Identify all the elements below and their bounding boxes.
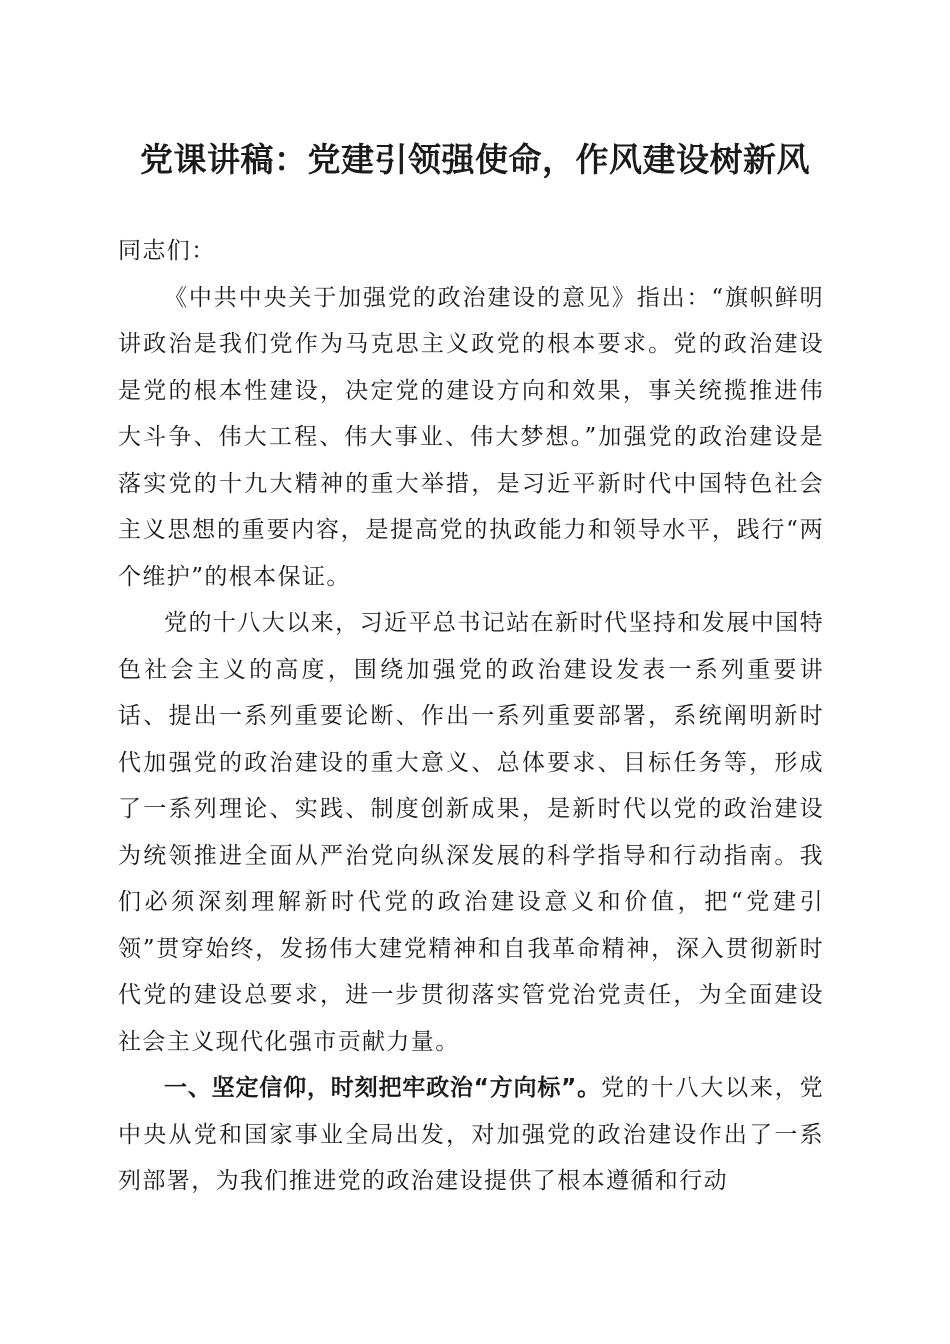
- salutation: 同志们：: [118, 238, 216, 264]
- paragraph-2: 党的十八大以来，习近平总书记站在新时代坚持和发展中国特色社会主义的高度，围绕加强党的政治建设发表一系列重要讲话、提出一系列重要论断、作出一系列重要部署，系统阐明新时代加强党的政治建设的重大意义、总体要求、目标任务等，形成了一系列理论、实践、制度创新成果，是新时代以党的政治建设为统领推进全面从严治党向纵深发展的科学指导和行动指南。我们必须深刻理解新时代党的政治建设意义和价值，把“党建引领”贯穿始终，发扬伟大建党精神和自我革命精神，深入贯彻新时代党的建设总要求，进一步贯彻落实管党治党责任，为全面建设社会主义现代化强市贡献力量。: [118, 610, 824, 1055]
- document-title: 党课讲稿：党建引领强使命，作风建设树新风: [140, 140, 810, 179]
- section-1-text: 党的十八大以来，党中央从党和国家事业全局出发，对加强党的政治建设作出了一系列部署，为我们推进党的政治建设提供了根本遵循和行动: [118, 1075, 824, 1194]
- section-1-paragraph: [118, 1065, 824, 1205]
- document-body: [118, 228, 824, 1205]
- section-1-heading: 一、坚定信仰，时刻把牢政治“方向标”。: [164, 1075, 601, 1101]
- paragraph-1: 《中共中央关于加强党的政治建设的意见》指出：“旗帜鲜明讲政治是我们党作为马克思主义政党的根本要求。党的政治建设是党的根本性建设，决定党的建设方向和效果，事关统揽推进伟大斗争、伟大工程、伟大事业、伟大梦想。”加强党的政治建设是落实党的十九大精神的重大举措，是习近平新时代中国特色社会主义思想的重要内容，是提高党的执政能力和领导水平，践行“两个维护”的根本保证。: [118, 284, 824, 590]
